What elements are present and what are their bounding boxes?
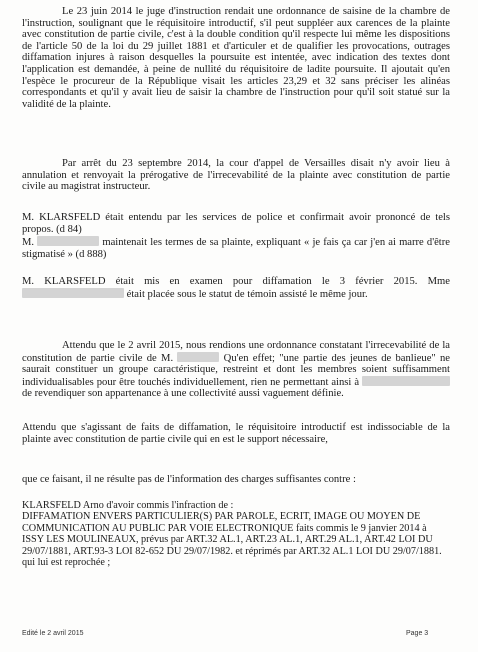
paragraph-audition: M. KLARSFELD était entendu par les services de police et confirmait avoir prononcé de tels propos. (d 84) [22, 212, 450, 235]
charges-infraction: DIFFAMATION ENVERS PARTICULIER(S) PAR PAROLE, ECRIT, IMAGE OU MOYEN DE COMMUNICATION AU PUBLIC PAR VOIE ELECTRONIQUE faits commis le 9 janvier 2014 à ISSY LES MOULINEAUX, prévus par ART.32 AL.1, ART.23 AL.1, ART.29 AL.1, ART.42 LOI DU 29/07/1881, ART.93-3 LOI 82-652 DU 29/07/1982. et réprimés par ART.32 AL.1 LOI DU 29/07/1881. [22, 511, 442, 557]
paragraph-mise-en-examen [22, 276, 450, 300]
charges-person: KLARSFELD Arno d'avoir commis l'infraction de : [22, 500, 234, 511]
paragraph-requisitoire: Attendu que s'agissant de faits de diffamation, le réquisitoire introductif est indissociable de la plainte avec constitution de partie civile qui en est le support nécessaire, [22, 422, 450, 445]
charges-block [22, 500, 450, 568]
temoin-text: était placée sous le statut de témoin assisté le même jour. [126, 288, 368, 300]
irrecevabilite-text: Attendu que le 2 avril 2015, nous rendions une ordonnance constatant l'irrecevabilité de la constitution de partie civile de M. [22, 340, 450, 364]
footer-date: Edité le 2 avril 2015 [22, 630, 84, 637]
charges-closing: qui lui est reprochée ; [22, 557, 111, 569]
plainte-text: maintenait les termes de sa plainte, expliquant « je fais ça car j'en ai marre d'être stigmatisé » (d 888) [22, 237, 450, 260]
groupe-text: Qu'en effet; "une partie des jeunes de banlieue" ne saurait constituer un groupe caractéristique, restreint et dont les membres soient suffisamment individualisables pour être touchés individuellement, rien ne permettant ainsi à [22, 352, 450, 388]
redacted-name [362, 376, 450, 386]
redacted-name [177, 352, 219, 362]
paragraph-saisine: Le 23 juin 2014 le juge d'instruction rendait une ordonnance de saisine de la chambre de l'instruction, soulignant que le réquisitoire introductif, s'il peut suppléer aux carences de la plainte avec constitution de partie civile, c'est à la double condition qu'il respecte lui même les dispositions de l'article 50 de la loi du 29 juillet 1881 et d'articuler et de qualifier les provocations, outrages diffamation injures à raison desquelles la poursuite est intentée, avec indication des textes dont l'application est demandée, à peine de nullité du réquisitoire de ladite poursuite. Il ajoutait qu'en l'espèce le procureur de la République visait les articles 23,29 et 32 sans préciser les alinéas correspondants et qu'il y avait lieu de saisir la chambre de l'instruction pour qu'il soit statué sur la validité de la plainte. [22, 6, 450, 110]
revendiquer-text: de revendiquer son appartenance à une collectivité aussi vaguement définie. [22, 388, 344, 400]
mise-en-examen-text: M. KLARSFELD était mis en examen pour diffamation le 3 février 2015. Mme [22, 276, 450, 287]
civility-prefix: M. [22, 237, 35, 248]
redacted-name [37, 236, 99, 246]
paragraph-irrecevabilite [22, 340, 450, 400]
paragraph-plainte [22, 236, 450, 260]
paragraph-charges-intro: que ce faisant, il ne résulte pas de l'information des charges suffisantes contre : [22, 474, 356, 485]
page-number: Page 3 [406, 630, 429, 637]
redacted-name [22, 288, 124, 298]
paragraph-arret: Par arrêt du 23 septembre 2014, la cour d'appel de Versailles disait n'y avoir lieu à annulation et renvoyait la prérogative de l'irrecevabilité de la plainte avec constitution de partie civile au magistrat instructeur. [22, 158, 450, 193]
